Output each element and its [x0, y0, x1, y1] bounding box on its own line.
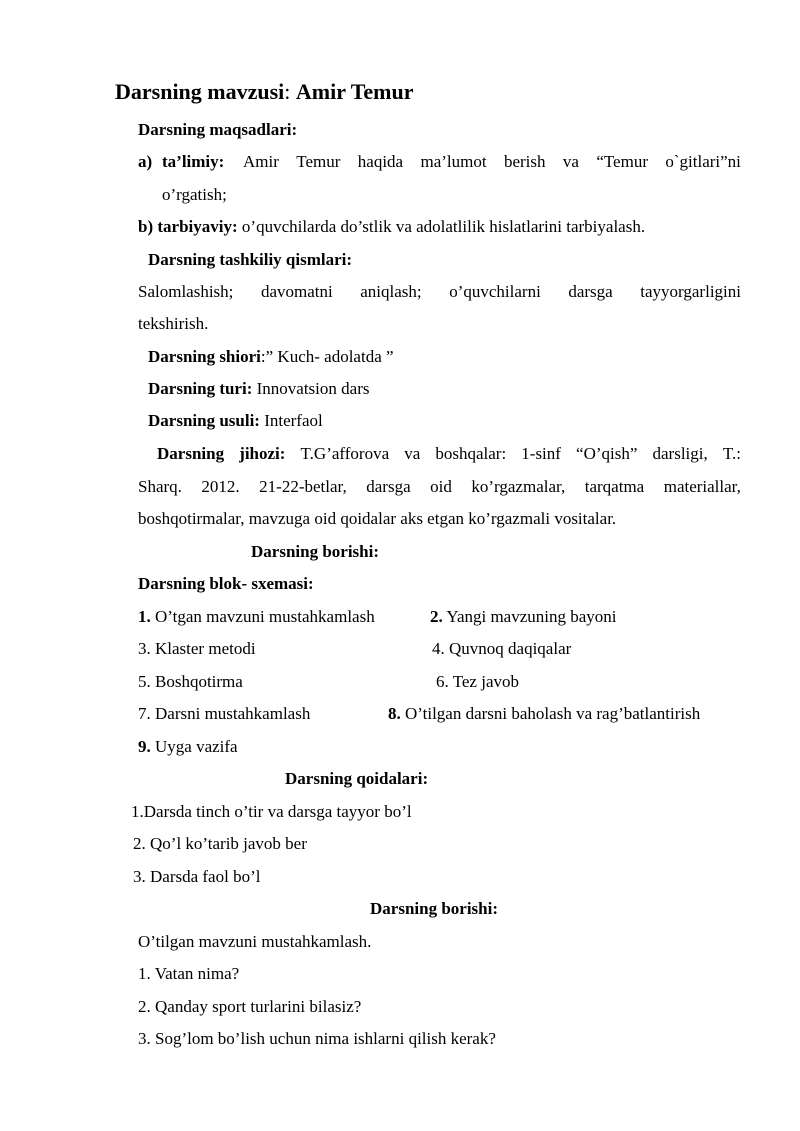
block-item-7: 7. Darsni mustahkamlash: [138, 704, 311, 723]
block-item-5: 5. Boshqotirma: [138, 672, 243, 691]
goal-b-marker: b): [138, 217, 154, 236]
block-item-8: 8. O’tilgan darsni baholash va rag’batlantirish: [388, 704, 701, 723]
lesson-type-label: Darsning turi:: [148, 379, 253, 398]
block-item-2: 2. Yangi mavzuning bayoni: [430, 607, 617, 626]
block-item-1: 1. O’tgan mavzuni mustahkamlash: [138, 607, 375, 626]
motto-label: Darsning shiori: [148, 347, 261, 366]
lesson-method-text: Interfaol: [264, 411, 323, 430]
goal-a-text: Amir Temur haqida ma’lumot berish va “Temur o`gitlari”ni: [243, 152, 741, 171]
progress-intro: O’tilgan mavzuni mustahkamlash.: [138, 932, 372, 951]
goal-b-text: o’quvchilarda do’stlik va adolatlilik hislatlarini tarbiyalash.: [241, 217, 646, 236]
title-separator: :: [284, 79, 291, 104]
block-heading: Darsning blok- sxemasi:: [138, 574, 314, 593]
equipment-line-2: Sharq. 2012. 21-22-betlar, darsga oid ko’rgazmalar, tarqatma materiallar,: [138, 477, 741, 496]
question-2: 2. Qanday sport turlarini bilasiz?: [138, 997, 362, 1016]
question-1: 1. Vatan nima?: [138, 964, 240, 983]
progress-heading-1: Darsning borishi:: [251, 542, 379, 561]
block-item-6: 6. Tez javob: [436, 672, 519, 691]
rules-heading: Darsning qoidalari:: [285, 769, 429, 788]
motto-text: ” Kuch- adolatda ”: [265, 347, 394, 366]
title-label: Darsning mavzusi: [115, 79, 285, 104]
block-item-9: 9. Uyga vazifa: [138, 737, 238, 756]
goal-b-label: tarbiyaviy:: [157, 217, 238, 236]
block-item-3: 3. Klaster metodi: [138, 639, 256, 658]
page-title: [115, 78, 413, 106]
org-text-continuation: tekshirish.: [138, 314, 209, 333]
progress-heading-2: Darsning borishi:: [370, 899, 498, 918]
title-topic: Amir Temur: [295, 79, 414, 104]
rule-item-3: 3. Darsda faol bo’l: [133, 867, 261, 886]
lesson-type: [148, 378, 369, 400]
goal-a-marker: a): [138, 152, 153, 171]
lesson-type-text: Innovatsion dars: [256, 379, 370, 398]
org-text: Salomlashish; davomatni aniqlash; o’quvchilarni darsga tayyorgarligini: [138, 282, 741, 301]
rule-item-2: 2. Qo’l ko’tarib javob ber: [133, 834, 307, 853]
block-item-4: 4. Quvnoq daqiqalar: [432, 639, 572, 658]
goal-b: [138, 216, 645, 238]
goal-a-continuation: o’rgatish;: [162, 185, 227, 204]
org-heading: Darsning tashkiliy qismlari:: [148, 250, 353, 269]
equipment-line-3: boshqotirmalar, mavzuga oid qoidalar aks etgan ko’rgazmali vositalar.: [138, 509, 617, 528]
rule-item-1: 1.Darsda tinch o’tir va darsga tayyor bo’l: [131, 802, 412, 821]
question-3: 3. Sog’lom bo’lish uchun nima ishlarni qilish kerak?: [138, 1029, 496, 1048]
goals-heading: Darsning maqsadlari:: [138, 120, 298, 139]
lesson-method: [148, 410, 323, 432]
equipment-line-1: Darsning jihozi: T.G’afforova va boshqalar: 1-sinf “O’qish” darsligi, T.:: [157, 444, 741, 463]
motto: [148, 346, 394, 368]
motto-separator: :: [260, 347, 266, 366]
lesson-method-label: Darsning usuli:: [148, 411, 260, 430]
goal-a-label: ta’limiy:: [162, 152, 225, 171]
